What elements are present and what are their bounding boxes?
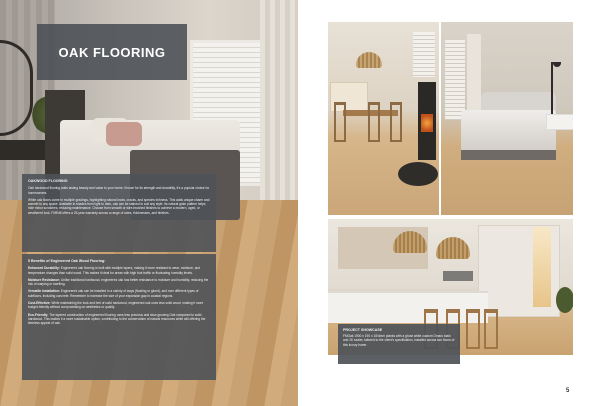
benefit-label: Cost-Effective: [28, 301, 51, 306]
photo-chair [334, 102, 346, 142]
intro-paragraph: Oak hardwood flooring adds lasting beauty and value to your home. Known for its strength and durability, it's a popular choice for homeowners. [28, 186, 210, 195]
photo-bed [461, 110, 556, 155]
photo-pillow [106, 122, 142, 146]
intro-paragraph: White oak floors come in multiple gradings, highlighting natural knots, cracks, and species richness. This adds unique charm and warmth to any space. Available in shades from light to dark, oak can be stained to suit any style. Its natural grain pattern helps hide minor scratches, reducing maintenance. Choose from smooth or wire-brushed finishes to achieve a modern, aged, or weathered look. FMEdit offers a 25-year warranty across a range of sizes, thicknesses, and finishes. [28, 197, 210, 215]
photo-window [413, 32, 435, 77]
page-title-box [37, 24, 187, 80]
photo-plant [556, 287, 573, 313]
dining-room-photo [328, 22, 439, 215]
photo-pendant-lamp [436, 237, 470, 259]
photo-side-table [546, 114, 573, 130]
benefits-heading: 5 Benefits of Engineered Oak Wood Flooring: [28, 259, 106, 263]
project-heading: PROJECT SHOWCASE [343, 328, 383, 332]
benefit-text: While maintaining the look and feel of solid hardwood, engineered oak uses less solid wood, making it more budget-friendly without compromising on aesthetics or quality. [28, 301, 204, 310]
page-number: 5 [566, 388, 570, 394]
benefit-item [28, 301, 210, 310]
benefit-item [28, 278, 210, 287]
intro-text-panel [22, 174, 216, 252]
photo-bar-stool [484, 309, 498, 349]
benefit-item [28, 313, 210, 326]
photo-oven [443, 271, 473, 281]
photo-chair [368, 102, 380, 142]
benefit-text: Engineered oak can be installed in a variety of ways (floating or glued), and over different types of subfloors, including concrete. Remember to increase the size of your expansion gap in coastal regions. [28, 289, 199, 298]
photo-bar-stool [466, 309, 480, 349]
benefit-label: Versatile Installation: [28, 289, 60, 294]
photo-pendant-lamp [356, 52, 382, 68]
benefit-label: Moisture Resistance: [28, 277, 61, 282]
photo-chair [390, 102, 402, 142]
photo-window [445, 40, 465, 120]
photo-kitchen-island [328, 291, 488, 323]
bedroom-photo [441, 22, 573, 215]
benefit-text: The layered construction of engineered flooring uses less precious and slow-growing Oak compared to solid hardwood. This makes it a more sustainable option, contributing to the conservation of natural resources while still offering the timeless appeal of oak. [28, 312, 206, 326]
photo-rug [398, 162, 438, 186]
project-description: FMOak 1900 x 190 x 15/4mm planks with a ghost white custom Omaro stain and 2K sealer, tailored to the client's specification, installed across two floors of this luxury home. [343, 334, 455, 347]
benefit-item [28, 266, 210, 275]
benefit-item [28, 289, 210, 298]
benefits-text-panel [22, 254, 216, 380]
benefit-label: Enhanced Durability: [28, 266, 60, 271]
benefit-label: Eco-Friendly: [28, 312, 49, 317]
photo-bed-frame [461, 150, 556, 160]
benefit-text: Unlike traditional hardwood, engineered oak has better resistance to moisture and humidity, reducing the risk of warping or swelling. [28, 277, 209, 287]
project-showcase-box [338, 324, 460, 364]
photo-floor-lamp [551, 62, 553, 114]
photo-fire [421, 114, 433, 132]
intro-heading: OAKWOOD FLOORING [28, 179, 68, 183]
benefit-text: Engineered oak flooring is built with multiple layers, making it more resistant to wear, moisture, and temperature changes than solid wood. This makes it ideal for areas with high foot traffic or fluctuating humidity levels. [28, 266, 201, 275]
photo-lamp-head [553, 62, 561, 67]
page-title: OAK FLOORING [58, 44, 166, 60]
photo-sheer-curtain [260, 0, 298, 210]
photo-lit-shelf [533, 227, 551, 307]
